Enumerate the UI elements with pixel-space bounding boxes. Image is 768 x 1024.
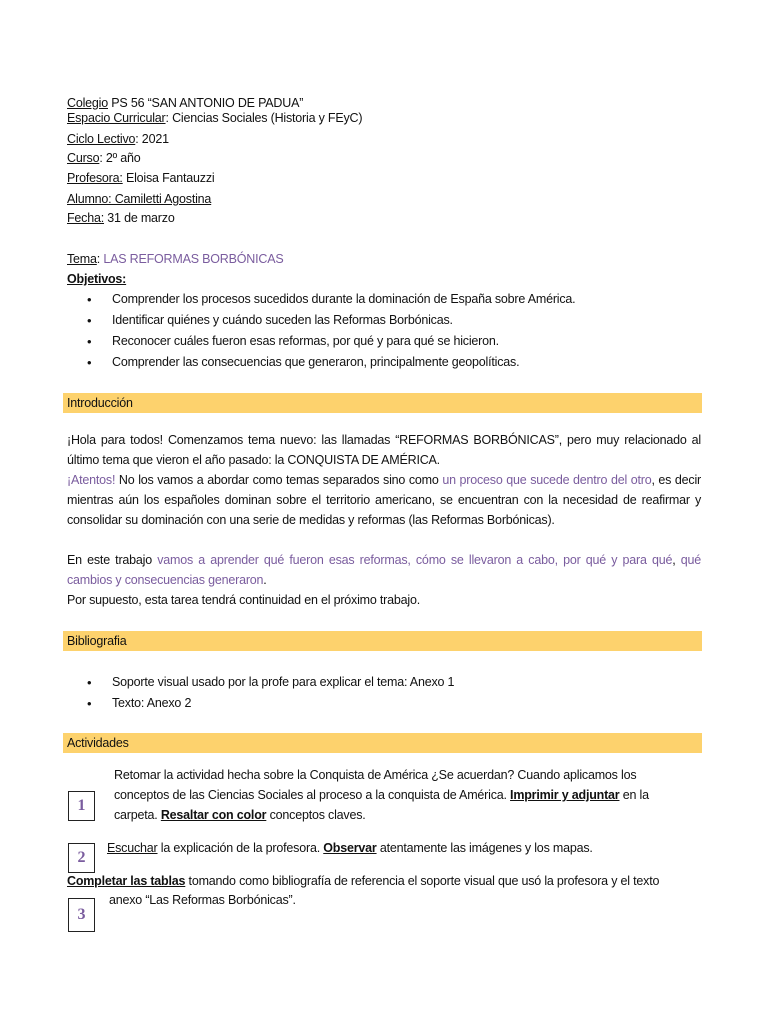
actividades-heading: Actividades bbox=[63, 733, 702, 753]
intro-paragraph-4: Por supuesto, esta tarea tendrá continuidad en el próximo trabajo. bbox=[67, 593, 420, 607]
list-item: • Texto: Anexo 2 bbox=[67, 693, 454, 714]
resaltar-color: Resaltar con color bbox=[160, 808, 267, 822]
introduccion-heading: Introducción bbox=[63, 393, 702, 413]
intro-paragraph-2 bbox=[67, 470, 701, 530]
tema-value: LAS REFORMAS BORBÓNICAS bbox=[103, 252, 284, 266]
espacio-value: : Ciencias Sociales (Historia y FEyC) bbox=[165, 111, 363, 125]
activity-1-text bbox=[114, 765, 674, 825]
list-item: • Comprender los procesos sucedidos durante la dominación de España sobre América. bbox=[67, 289, 575, 310]
objetivos-heading: Objetivos: bbox=[67, 272, 127, 286]
espacio-line bbox=[67, 108, 362, 128]
spacer bbox=[67, 530, 701, 550]
observar-text: Observar bbox=[323, 841, 377, 855]
espacio-label: Espacio Curricular bbox=[67, 111, 166, 125]
tema-line bbox=[67, 249, 284, 269]
profesora-label: Profesora: bbox=[67, 171, 123, 185]
imprimir-adjuntar: Imprimir y adjuntar bbox=[510, 788, 620, 802]
fecha-line bbox=[67, 208, 175, 228]
activity-3-text-continued: anexo “Las Reformas Borbónicas”. bbox=[109, 893, 296, 907]
ciclo-label: Ciclo Lectivo bbox=[67, 132, 136, 146]
introduccion-body bbox=[67, 430, 701, 610]
bibliografia-heading: Bibliografia bbox=[63, 631, 702, 651]
completar-tablas: Completar las tablas bbox=[67, 874, 186, 888]
intro-p3-highlight-1: vamos a aprender qué fueron esas reformas, cómo se llevaron a cabo, por qué y para qué bbox=[157, 553, 673, 567]
tema-sep: : bbox=[96, 252, 104, 266]
list-item: • Identificar quiénes y cuándo suceden las Reformas Borbónicas. bbox=[67, 310, 575, 331]
activity-2-text bbox=[107, 838, 593, 858]
curso-line bbox=[67, 148, 141, 168]
alumno-line bbox=[67, 189, 211, 209]
intro-p3-start: En este trabajo bbox=[67, 553, 158, 567]
fecha-value: 31 de marzo bbox=[104, 211, 175, 225]
intro-p3-highlight-2: qué cambios y consecuencias generaron bbox=[67, 553, 701, 587]
activity-3-part-b: tomando como bibliografía de referencia el soporte visual que usó la profesora y el texto bbox=[185, 874, 660, 888]
fecha-label: Fecha: bbox=[67, 211, 105, 225]
bibliografia-list bbox=[67, 672, 454, 714]
intro-paragraph-3 bbox=[67, 550, 701, 590]
list-item: • Comprender las consecuencias que generaron, principalmente geopolíticas. bbox=[67, 352, 575, 373]
activity-1-part-c: en la carpeta. bbox=[114, 788, 649, 822]
colegio-value: PS 56 “SAN ANTONIO DE PADUA” bbox=[108, 96, 304, 110]
intro-p3-end: . bbox=[263, 573, 267, 587]
escuchar-text: Escuchar bbox=[107, 841, 158, 855]
alumno-label: Alumno: Camiletti Agostina bbox=[67, 192, 212, 206]
activity-1-part-e: conceptos claves. bbox=[266, 808, 366, 822]
activity-number-3: 3 bbox=[68, 898, 95, 932]
intro-p3-comma: , bbox=[672, 553, 681, 567]
activity-1-part-a: Retomar la actividad hecha sobre la Conquista de América ¿Se acuerdan? Cuando aplicamos los conceptos de las Ciencias Sociales al proceso a la conquista de América. bbox=[114, 768, 637, 802]
activity-2-part-b: la explicación de la profesora. bbox=[157, 841, 324, 855]
ciclo-line bbox=[67, 129, 169, 149]
ciclo-value: : 2021 bbox=[135, 132, 169, 146]
list-item: • Soporte visual usado por la profe para explicar el tema: Anexo 1 bbox=[67, 672, 454, 693]
intro-paragraph-1: ¡Hola para todos! Comenzamos tema nuevo: las llamadas “REFORMAS BORBÓNICAS”, pero muy relacionado al último tema que vieron el año pasado: la CONQUISTA DE AMÉRICA. bbox=[67, 433, 701, 467]
objetivos-list bbox=[67, 289, 575, 373]
activity-2-part-d: atentamente las imágenes y los mapas. bbox=[376, 841, 593, 855]
intro-p2-highlight: un proceso que sucede dentro del otro bbox=[442, 473, 652, 487]
curso-label: Curso bbox=[67, 151, 100, 165]
list-item: • Reconocer cuáles fueron esas reformas, por qué y para qué se hicieron. bbox=[67, 331, 575, 352]
profesora-line bbox=[67, 168, 214, 188]
activity-3-text bbox=[67, 871, 659, 891]
tema-label: Tema bbox=[67, 252, 97, 266]
curso-value: : 2º año bbox=[99, 151, 141, 165]
profesora-value: Eloisa Fantauzzi bbox=[122, 171, 215, 185]
atentos-text: ¡Atentos! bbox=[67, 473, 116, 487]
intro-p2-rest: , es decir mientras aún los españoles dominan sobre el territorio americano, se encuentran con la necesidad de reafirmar y consolidar su dominación con una serie de medidas y reformas (las Reformas Borbónicas). bbox=[67, 473, 701, 527]
colegio-label: Colegio bbox=[67, 96, 108, 110]
activity-number-1: 1 bbox=[68, 791, 95, 821]
intro-p2-text: No los vamos a abordar como temas separados sino como bbox=[115, 473, 443, 487]
activity-number-2: 2 bbox=[68, 843, 95, 873]
